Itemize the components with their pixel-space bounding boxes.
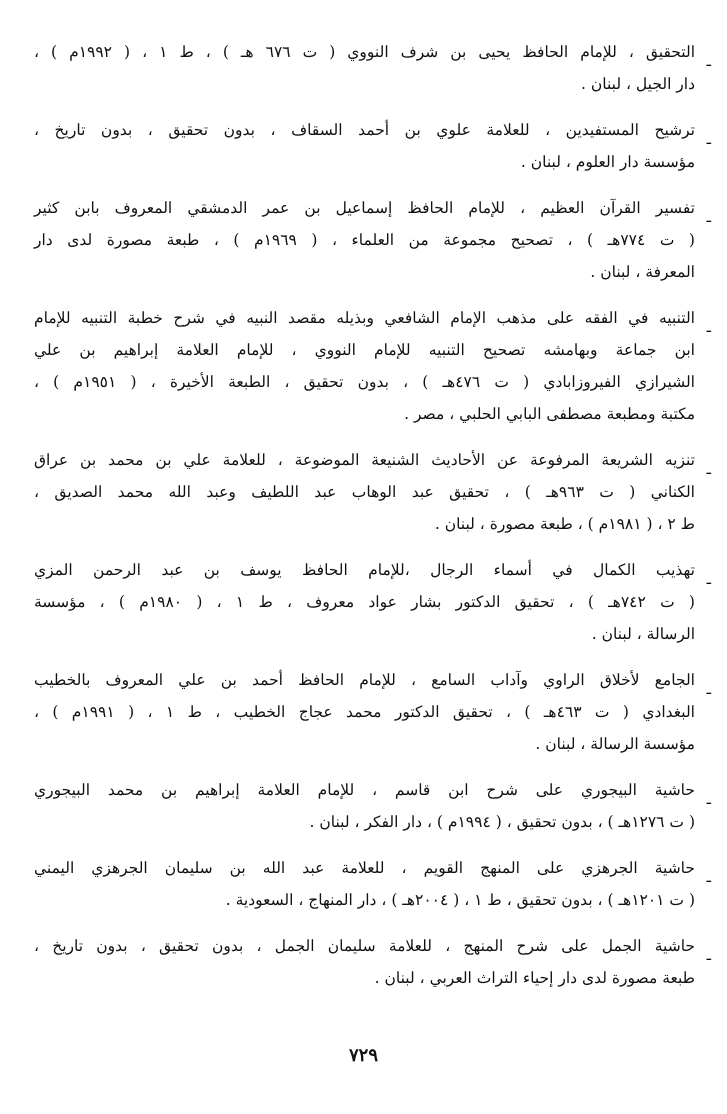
bibliography-entry: [34, 930, 711, 994]
bibliography-entry: [34, 554, 711, 650]
entry-line: مؤسسة الرسالة ، لبنان .: [535, 735, 695, 753]
entry-line: تنزيه الشريعة المرفوعة عن الأحاديث الشنيعة الموضوعة ، للعلامة علي بن محمد بن عراق: [34, 451, 695, 469]
entry-marker: ـ: [706, 460, 711, 478]
bibliography-entry: [34, 114, 711, 178]
bibliography-entry: [34, 664, 711, 760]
entry-line: الشيرازي الفيروزابادي ( ت ٤٧٦هـ ) ، بدون تحقيق ، الطبعة الأخيرة ، ( ١٩٥١م ) ،: [34, 373, 695, 391]
entry-line: ( ت ٧٧٤هـ ) ، تصحيح مجموعة من العلماء ، ( ١٩٦٩م ) ، طبعة مصورة لدى دار: [34, 231, 695, 249]
entry-line: دار الجيل ، لبنان .: [581, 75, 695, 93]
entry-line: المعرفة ، لبنان .: [590, 263, 695, 281]
bibliography-entry: [34, 444, 711, 540]
entry-line: مكتبة ومطبعة مصطفى البابي الحلبي ، مصر .: [404, 405, 695, 423]
entry-marker: ـ: [706, 790, 711, 808]
entry-line: الرسالة ، لبنان .: [591, 625, 695, 643]
entry-line: حاشية الجرهزي على المنهج القويم ، للعلامة عبد الله بن سليمان الجرهزي اليمني: [34, 859, 695, 877]
entry-marker: ـ: [706, 208, 711, 226]
entry-line: حاشية البيجوري على شرح ابن قاسم ، للإمام العلامة إبراهيم بن محمد البيجوري: [34, 781, 695, 799]
entry-line: ( ت ١٢٧٦هـ ) ، بدون تحقيق ، ( ١٩٩٤م ) ، دار الفكر ، لبنان .: [309, 813, 695, 831]
entry-line: تفسير القرآن العظيم ، للإمام الحافظ إسماعيل بن عمر الدمشقي المعروف بابن كثير: [34, 199, 695, 217]
entry-line: طبعة مصورة لدى دار إحياء التراث العربي ، لبنان .: [374, 969, 695, 987]
entry-line: ترشيح المستفيدين ، للعلامة علوي بن أحمد السقاف ، بدون تحقيق ، بدون تاريخ ،: [34, 121, 695, 139]
entry-line: التحقيق ، للإمام الحافظ يحيى بن شرف النووي ( ت ٦٧٦ هـ ) ، ط ١ ، ( ١٩٩٢م ) ،: [34, 43, 695, 61]
entry-marker: ـ: [706, 570, 711, 588]
entry-line: مؤسسة دار العلوم ، لبنان .: [520, 153, 695, 171]
bibliography-entry: [34, 774, 711, 838]
entry-marker: ـ: [706, 680, 711, 698]
entry-line: ابن جماعة وبهامشه تصحيح التنبيه للإمام النووي ، للإمام العلامة إبراهيم بن علي: [34, 341, 695, 359]
entry-line: ( ت ١٢٠١هـ ) ، بدون تحقيق ، ط ١ ، ( ٢٠٠٤هـ ) ، دار المنهاج ، السعودية .: [225, 891, 695, 909]
entry-line: ( ت ٧٤٢هـ ) ، تحقيق الدكتور بشار عواد معروف ، ط ١ ، ( ١٩٨٠م ) ، مؤسسة: [34, 593, 695, 611]
page-number: ٧٢٩: [348, 1045, 378, 1066]
entry-line: تهذيب الكمال في أسماء الرجال ،للإمام الحافظ يوسف بن عبد الرحمن المزي: [34, 561, 695, 579]
entry-line: الكناني ( ت ٩٦٣هـ ) ، تحقيق عبد الوهاب عبد اللطيف وعبد الله محمد الصديق ،: [34, 483, 695, 501]
entry-marker: ـ: [706, 130, 711, 148]
bibliography-entry: [34, 302, 711, 430]
bibliography-list: [34, 36, 711, 1008]
bibliography-entry: [34, 192, 711, 288]
entry-line: البغدادي ( ت ٤٦٣هـ ) ، تحقيق الدكتور محمد عجاج الخطيب ، ط ١ ، ( ١٩٩١م ) ،: [34, 703, 695, 721]
entry-marker: ـ: [706, 946, 711, 964]
entry-line: التنبيه في الفقه على مذهب الإمام الشافعي وبذيله مقصد النبيه في شرح خطبة التنبيه للإمام: [34, 309, 695, 327]
entry-marker: ـ: [706, 318, 711, 336]
entry-marker: ـ: [706, 52, 711, 70]
bibliography-entry: [34, 852, 711, 916]
entry-line: حاشية الجمل على شرح المنهج ، للعلامة سليمان الجمل ، بدون تحقيق ، بدون تاريخ ،: [34, 937, 695, 955]
bibliography-entry: [34, 36, 711, 100]
entry-line: ط ٢ ، ( ١٩٨١م ) ، طبعة مصورة ، لبنان .: [434, 515, 695, 533]
entry-line: الجامع لأخلاق الراوي وآداب السامع ، للإمام الحافظ أحمد بن علي المعروف بالخطيب: [34, 671, 695, 689]
entry-marker: ـ: [706, 868, 711, 886]
